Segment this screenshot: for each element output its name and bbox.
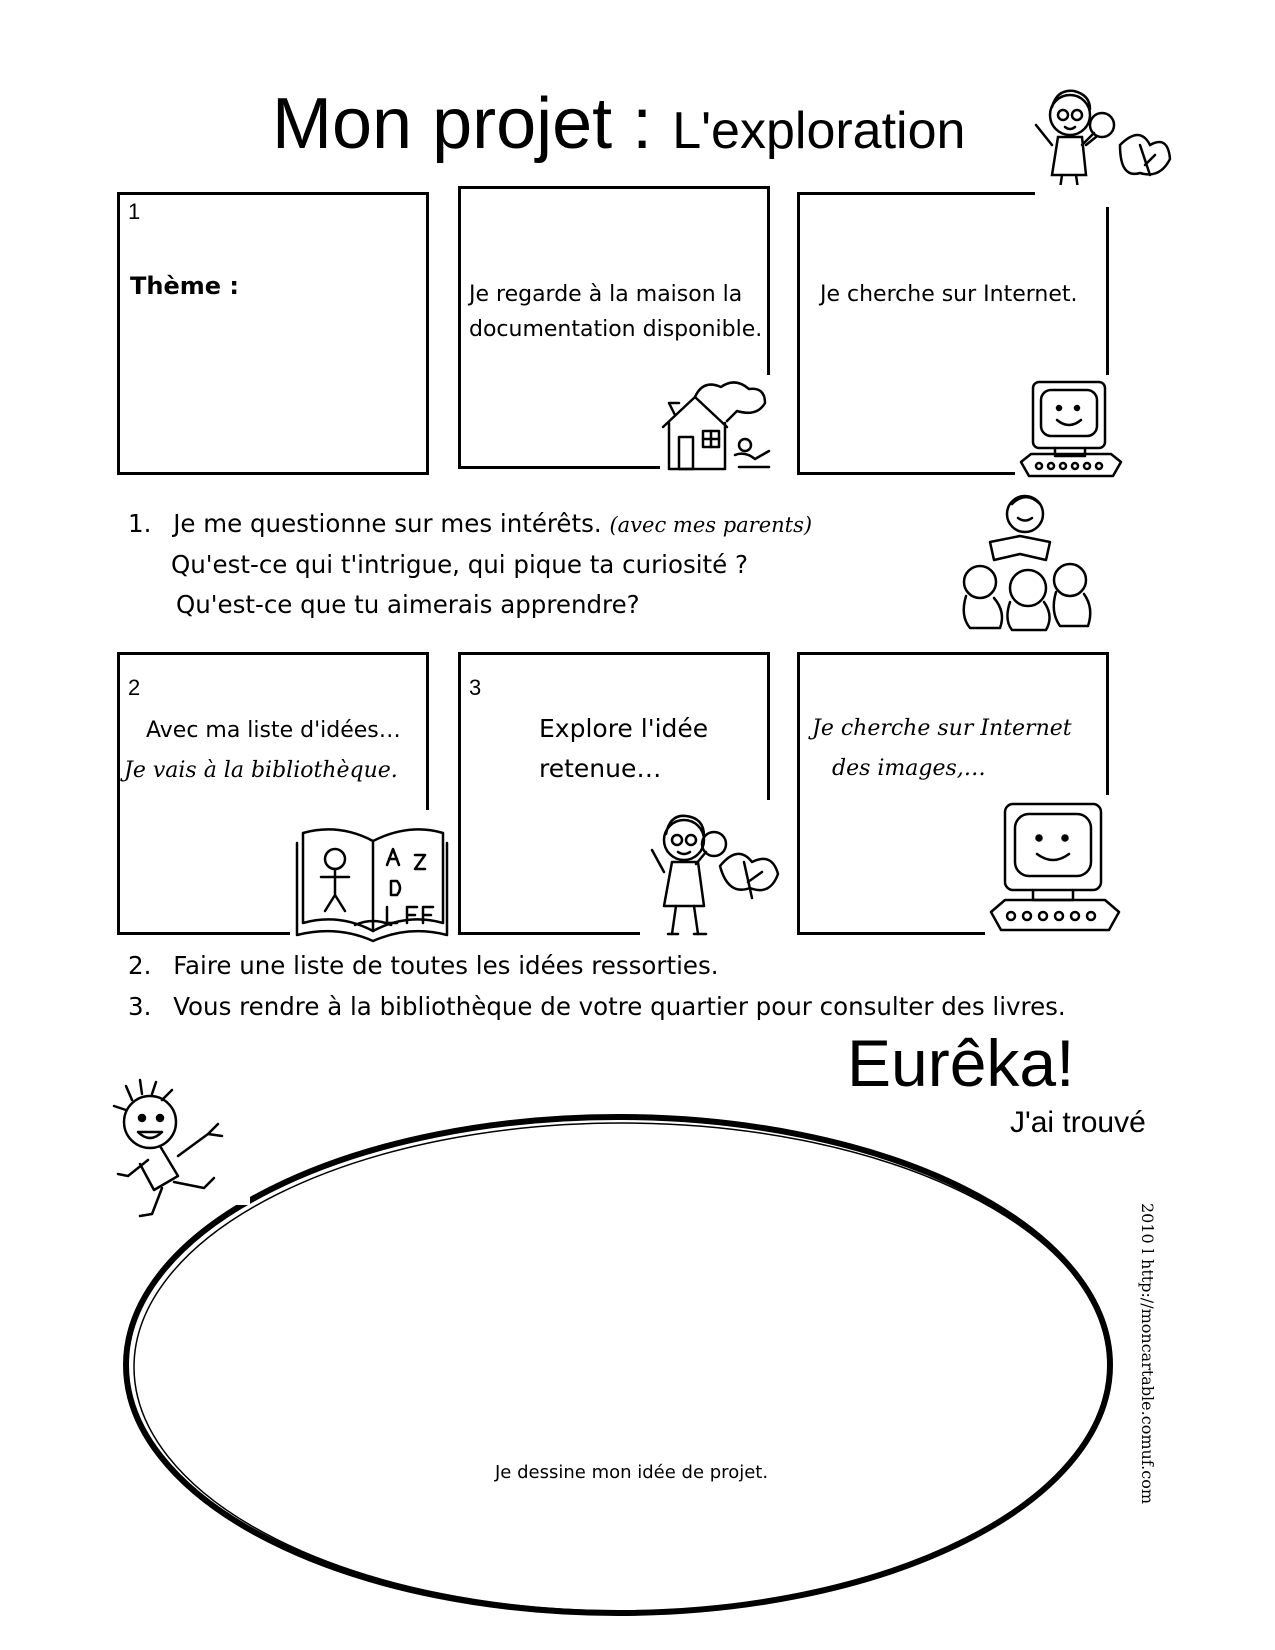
theme-label: Thème : (130, 272, 239, 300)
house-icon (655, 375, 775, 475)
step3-number: 3. (128, 992, 152, 1021)
page-title (272, 84, 966, 164)
computer-icon (985, 800, 1125, 935)
explore-line2: retenue… (539, 754, 662, 783)
eureka-subtitle: J'ai trouvé (1010, 1106, 1146, 1139)
step1-note: (avec mes parents) (609, 513, 813, 537)
step2-number: 2. (128, 951, 152, 980)
title-main: Mon projet : (272, 84, 653, 164)
step1-question1: Qu'est-ce qui t'intrigue, qui pique ta curiosité ? (171, 550, 749, 579)
drawing-area (110, 1100, 1150, 1630)
explore-line1: Explore l'idée (539, 714, 709, 743)
side-credit: 2010 l http://moncartable.comuf.com (1138, 1203, 1157, 1504)
running-kid-icon (112, 1080, 247, 1215)
title-sub: L'exploration (672, 102, 966, 160)
step-box-theme (117, 192, 429, 475)
drawing-caption: Je dessine mon idée de projet. (495, 1462, 769, 1483)
internet-images-line2: des images,… (832, 756, 986, 781)
step1-question2: Qu'est-ce que tu aimerais apprendre? (176, 590, 640, 619)
step3-line (128, 987, 1066, 1027)
internet-text: Je cherche sur Internet. (820, 282, 1078, 307)
library-line2: Je vais à la bibliothèque. (124, 758, 398, 783)
library-line1: Avec ma liste d'idées… (146, 718, 401, 743)
eureka-title: Eurêka! (847, 1026, 1075, 1100)
step2-line (128, 946, 719, 986)
home-docs-line1: Je regarde à la maison la (469, 282, 743, 307)
step1-text: Je me questionne sur mes intérêts. (173, 509, 602, 538)
step1-line (128, 504, 812, 545)
step1-number: 1. (128, 509, 152, 538)
book-icon (295, 815, 450, 940)
kid-magnifier-icon (650, 810, 790, 940)
internet-images-line1: Je cherche sur Internet (812, 716, 1072, 741)
box-number: 1 (128, 199, 141, 224)
reading-kids-icon (950, 492, 1100, 632)
step2-text: Faire une liste de toutes les idées ressorties. (173, 951, 719, 980)
step3-text: Vous rendre à la bibliothèque de votre quartier pour consulter des livres. (173, 992, 1066, 1021)
box-number: 2 (128, 675, 141, 700)
home-docs-line2: documentation disponible. (469, 317, 763, 342)
computer-icon (1015, 378, 1125, 483)
box-number: 3 (469, 675, 482, 700)
